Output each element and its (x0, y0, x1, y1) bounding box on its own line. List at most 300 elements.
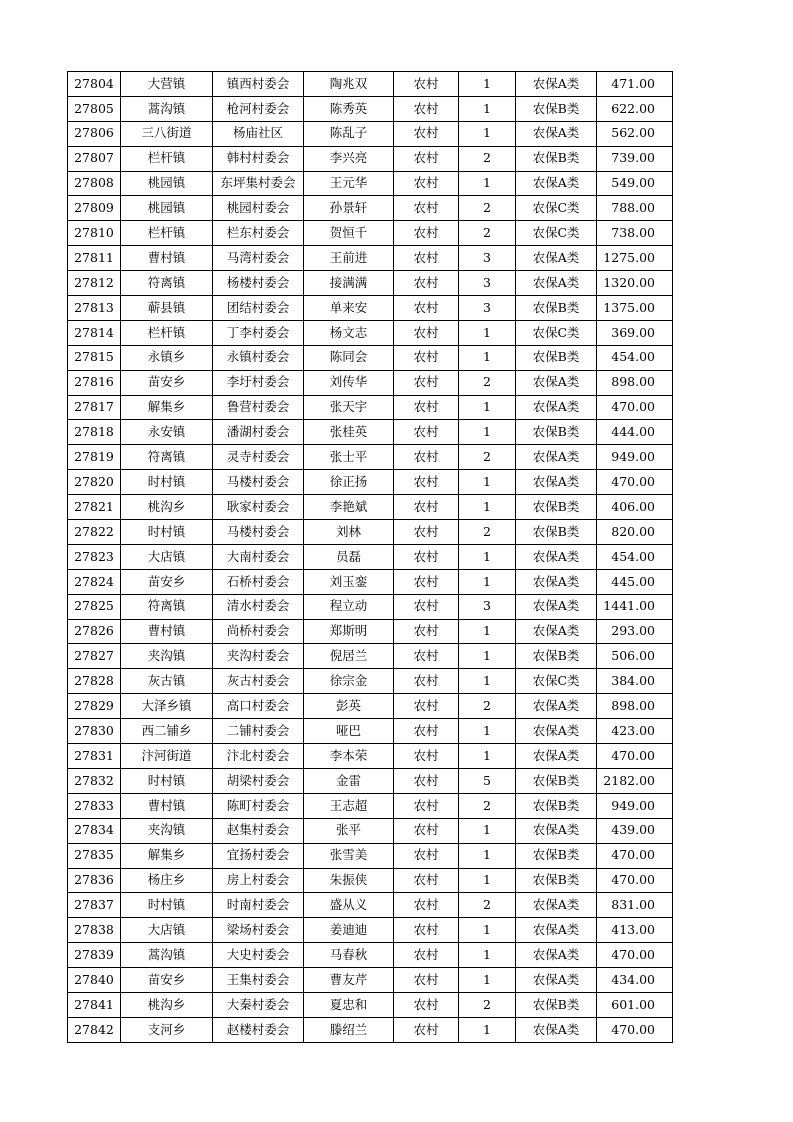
village-committee-cell: 大南村委会 (213, 544, 304, 569)
table-row (68, 370, 673, 395)
roster-table-body (68, 72, 673, 1043)
table-row (68, 246, 673, 271)
table-row (68, 694, 673, 719)
insurance-category-cell: 农保A类 (516, 893, 597, 918)
household-type-cell: 农村 (394, 992, 459, 1017)
amount-cell: 2182.00 (597, 768, 673, 793)
table-row (68, 96, 673, 121)
table-row (68, 719, 673, 744)
amount-cell: 471.00 (597, 72, 673, 97)
town-cell: 西二铺乡 (121, 719, 213, 744)
amount-cell: 470.00 (597, 843, 673, 868)
table-row (68, 146, 673, 171)
insurance-category-cell: 农保A类 (516, 1017, 597, 1042)
village-committee-cell: 大史村委会 (213, 943, 304, 968)
record-id-cell: 27820 (68, 470, 121, 495)
record-id-cell: 27825 (68, 594, 121, 619)
member-count-cell: 2 (459, 793, 516, 818)
record-id-cell: 27811 (68, 246, 121, 271)
insurance-category-cell: 农保A类 (516, 943, 597, 968)
amount-cell: 738.00 (597, 221, 673, 246)
table-row (68, 793, 673, 818)
insurance-category-cell: 农保A类 (516, 918, 597, 943)
amount-cell: 601.00 (597, 992, 673, 1017)
record-id-cell: 27828 (68, 669, 121, 694)
insurance-category-cell: 农保B类 (516, 296, 597, 321)
name-cell: 接满满 (304, 271, 394, 296)
household-type-cell: 农村 (394, 1017, 459, 1042)
village-committee-cell: 宜扬村委会 (213, 843, 304, 868)
town-cell: 符离镇 (121, 594, 213, 619)
insurance-category-cell: 农保C类 (516, 196, 597, 221)
member-count-cell: 3 (459, 271, 516, 296)
member-count-cell: 2 (459, 992, 516, 1017)
name-cell: 陶兆双 (304, 72, 394, 97)
table-row (68, 271, 673, 296)
member-count-cell: 2 (459, 221, 516, 246)
record-id-cell: 27824 (68, 569, 121, 594)
record-id-cell: 27817 (68, 395, 121, 420)
insurance-category-cell: 农保C类 (516, 221, 597, 246)
insurance-category-cell: 农保B类 (516, 345, 597, 370)
member-count-cell: 1 (459, 968, 516, 993)
member-count-cell: 2 (459, 445, 516, 470)
household-type-cell: 农村 (394, 968, 459, 993)
village-committee-cell: 镇西村委会 (213, 72, 304, 97)
table-row (68, 320, 673, 345)
household-type-cell: 农村 (394, 221, 459, 246)
amount-cell: 739.00 (597, 146, 673, 171)
amount-cell: 1441.00 (597, 594, 673, 619)
town-cell: 苗安乡 (121, 968, 213, 993)
household-type-cell: 农村 (394, 121, 459, 146)
record-id-cell: 27805 (68, 96, 121, 121)
name-cell: 金雷 (304, 768, 394, 793)
name-cell: 滕绍兰 (304, 1017, 394, 1042)
insurance-category-cell: 农保B类 (516, 495, 597, 520)
name-cell: 张雪美 (304, 843, 394, 868)
amount-cell: 470.00 (597, 868, 673, 893)
record-id-cell: 27823 (68, 544, 121, 569)
amount-cell: 831.00 (597, 893, 673, 918)
name-cell: 孙景轩 (304, 196, 394, 221)
household-type-cell: 农村 (394, 271, 459, 296)
amount-cell: 506.00 (597, 644, 673, 669)
insurance-category-cell: 农保A类 (516, 470, 597, 495)
insurance-category-cell: 农保A类 (516, 445, 597, 470)
table-row (68, 943, 673, 968)
member-count-cell: 1 (459, 569, 516, 594)
village-committee-cell: 李圩村委会 (213, 370, 304, 395)
member-count-cell: 1 (459, 121, 516, 146)
table-row (68, 893, 673, 918)
insurance-category-cell: 农保A类 (516, 619, 597, 644)
village-committee-cell: 赵楼村委会 (213, 1017, 304, 1042)
household-type-cell: 农村 (394, 893, 459, 918)
name-cell: 张士平 (304, 445, 394, 470)
record-id-cell: 27842 (68, 1017, 121, 1042)
name-cell: 徐宗金 (304, 669, 394, 694)
household-type-cell: 农村 (394, 520, 459, 545)
household-type-cell: 农村 (394, 171, 459, 196)
amount-cell: 406.00 (597, 495, 673, 520)
table-row (68, 544, 673, 569)
town-cell: 曹村镇 (121, 246, 213, 271)
member-count-cell: 1 (459, 171, 516, 196)
name-cell: 王志超 (304, 793, 394, 818)
record-id-cell: 27841 (68, 992, 121, 1017)
member-count-cell: 2 (459, 146, 516, 171)
name-cell: 王前进 (304, 246, 394, 271)
name-cell: 杨文志 (304, 320, 394, 345)
insurance-category-cell: 农保A类 (516, 271, 597, 296)
record-id-cell: 27837 (68, 893, 121, 918)
household-type-cell: 农村 (394, 793, 459, 818)
amount-cell: 1375.00 (597, 296, 673, 321)
household-type-cell: 农村 (394, 943, 459, 968)
town-cell: 蕲县镇 (121, 296, 213, 321)
town-cell: 夹沟镇 (121, 644, 213, 669)
town-cell: 栏杆镇 (121, 221, 213, 246)
member-count-cell: 1 (459, 644, 516, 669)
amount-cell: 949.00 (597, 445, 673, 470)
record-id-cell: 27807 (68, 146, 121, 171)
town-cell: 杨庄乡 (121, 868, 213, 893)
insurance-category-cell: 农保B类 (516, 843, 597, 868)
member-count-cell: 3 (459, 296, 516, 321)
village-committee-cell: 时南村委会 (213, 893, 304, 918)
household-type-cell: 农村 (394, 868, 459, 893)
town-cell: 桃沟乡 (121, 495, 213, 520)
town-cell: 时村镇 (121, 768, 213, 793)
amount-cell: 470.00 (597, 744, 673, 769)
household-type-cell: 农村 (394, 669, 459, 694)
name-cell: 马春秋 (304, 943, 394, 968)
table-row (68, 495, 673, 520)
name-cell: 哑巴 (304, 719, 394, 744)
village-committee-cell: 胡梁村委会 (213, 768, 304, 793)
household-type-cell: 农村 (394, 569, 459, 594)
town-cell: 曹村镇 (121, 793, 213, 818)
table-row (68, 669, 673, 694)
record-id-cell: 27822 (68, 520, 121, 545)
table-row (68, 594, 673, 619)
village-committee-cell: 灰古村委会 (213, 669, 304, 694)
town-cell: 大泽乡镇 (121, 694, 213, 719)
member-count-cell: 3 (459, 594, 516, 619)
amount-cell: 820.00 (597, 520, 673, 545)
insurance-category-cell: 农保A类 (516, 171, 597, 196)
village-committee-cell: 杨庙社区 (213, 121, 304, 146)
town-cell: 三八街道 (121, 121, 213, 146)
amount-cell: 423.00 (597, 719, 673, 744)
insurance-category-cell: 农保A类 (516, 395, 597, 420)
insurance-category-cell: 农保A类 (516, 719, 597, 744)
household-type-cell: 农村 (394, 495, 459, 520)
household-type-cell: 农村 (394, 370, 459, 395)
household-type-cell: 农村 (394, 246, 459, 271)
village-committee-cell: 灵寺村委会 (213, 445, 304, 470)
village-committee-cell: 永镇村委会 (213, 345, 304, 370)
village-committee-cell: 王集村委会 (213, 968, 304, 993)
table-row (68, 918, 673, 943)
table-row (68, 843, 673, 868)
record-id-cell: 27815 (68, 345, 121, 370)
insurance-category-cell: 农保B类 (516, 868, 597, 893)
village-committee-cell: 马楼村委会 (213, 470, 304, 495)
record-id-cell: 27808 (68, 171, 121, 196)
name-cell: 贺恒千 (304, 221, 394, 246)
member-count-cell: 1 (459, 918, 516, 943)
town-cell: 夹沟镇 (121, 818, 213, 843)
name-cell: 王元华 (304, 171, 394, 196)
village-committee-cell: 汴北村委会 (213, 744, 304, 769)
town-cell: 时村镇 (121, 520, 213, 545)
village-committee-cell: 夹沟村委会 (213, 644, 304, 669)
member-count-cell: 1 (459, 495, 516, 520)
name-cell: 陈同会 (304, 345, 394, 370)
member-count-cell: 1 (459, 96, 516, 121)
table-row (68, 420, 673, 445)
amount-cell: 622.00 (597, 96, 673, 121)
amount-cell: 470.00 (597, 1017, 673, 1042)
table-row (68, 818, 673, 843)
table-row (68, 121, 673, 146)
amount-cell: 293.00 (597, 619, 673, 644)
town-cell: 大营镇 (121, 72, 213, 97)
village-committee-cell: 鲁营村委会 (213, 395, 304, 420)
name-cell: 刘传华 (304, 370, 394, 395)
household-type-cell: 农村 (394, 619, 459, 644)
amount-cell: 454.00 (597, 544, 673, 569)
household-type-cell: 农村 (394, 594, 459, 619)
town-cell: 苗安乡 (121, 569, 213, 594)
village-committee-cell: 栏东村委会 (213, 221, 304, 246)
amount-cell: 470.00 (597, 395, 673, 420)
household-type-cell: 农村 (394, 818, 459, 843)
name-cell: 夏忠和 (304, 992, 394, 1017)
insurance-category-cell: 农保A类 (516, 121, 597, 146)
village-committee-cell: 石桥村委会 (213, 569, 304, 594)
insurance-category-cell: 农保B类 (516, 520, 597, 545)
insurance-category-cell: 农保B类 (516, 644, 597, 669)
name-cell: 张桂英 (304, 420, 394, 445)
record-id-cell: 27833 (68, 793, 121, 818)
member-count-cell: 2 (459, 520, 516, 545)
town-cell: 符离镇 (121, 271, 213, 296)
name-cell: 姜迪迪 (304, 918, 394, 943)
amount-cell: 1320.00 (597, 271, 673, 296)
town-cell: 曹村镇 (121, 619, 213, 644)
town-cell: 蒿沟镇 (121, 943, 213, 968)
member-count-cell: 1 (459, 320, 516, 345)
amount-cell: 788.00 (597, 196, 673, 221)
record-id-cell: 27810 (68, 221, 121, 246)
record-id-cell: 27838 (68, 918, 121, 943)
record-id-cell: 27814 (68, 320, 121, 345)
household-type-cell: 农村 (394, 420, 459, 445)
record-id-cell: 27832 (68, 768, 121, 793)
member-count-cell: 1 (459, 943, 516, 968)
household-type-cell: 农村 (394, 320, 459, 345)
member-count-cell: 1 (459, 345, 516, 370)
town-cell: 桃沟乡 (121, 992, 213, 1017)
amount-cell: 439.00 (597, 818, 673, 843)
insurance-category-cell: 农保A类 (516, 968, 597, 993)
household-type-cell: 农村 (394, 146, 459, 171)
amount-cell: 445.00 (597, 569, 673, 594)
record-id-cell: 27809 (68, 196, 121, 221)
village-committee-cell: 潘湖村委会 (213, 420, 304, 445)
town-cell: 解集乡 (121, 843, 213, 868)
village-committee-cell: 枪河村委会 (213, 96, 304, 121)
household-type-cell: 农村 (394, 196, 459, 221)
record-id-cell: 27821 (68, 495, 121, 520)
table-row (68, 296, 673, 321)
town-cell: 支河乡 (121, 1017, 213, 1042)
insurance-category-cell: 农保B类 (516, 420, 597, 445)
household-type-cell: 农村 (394, 744, 459, 769)
member-count-cell: 3 (459, 246, 516, 271)
town-cell: 时村镇 (121, 893, 213, 918)
town-cell: 大店镇 (121, 544, 213, 569)
village-committee-cell: 大秦村委会 (213, 992, 304, 1017)
name-cell: 单来安 (304, 296, 394, 321)
household-type-cell: 农村 (394, 719, 459, 744)
insurance-category-cell: 农保B类 (516, 146, 597, 171)
member-count-cell: 1 (459, 719, 516, 744)
record-id-cell: 27818 (68, 420, 121, 445)
household-type-cell: 农村 (394, 843, 459, 868)
name-cell: 彭英 (304, 694, 394, 719)
town-cell: 灰古镇 (121, 669, 213, 694)
member-count-cell: 1 (459, 420, 516, 445)
amount-cell: 898.00 (597, 370, 673, 395)
name-cell: 刘玉銮 (304, 569, 394, 594)
household-type-cell: 农村 (394, 470, 459, 495)
insurance-category-cell: 农保A类 (516, 744, 597, 769)
village-committee-cell: 东坪集村委会 (213, 171, 304, 196)
member-count-cell: 1 (459, 395, 516, 420)
village-committee-cell: 尚桥村委会 (213, 619, 304, 644)
insurance-category-cell: 农保A类 (516, 694, 597, 719)
town-cell: 时村镇 (121, 470, 213, 495)
amount-cell: 434.00 (597, 968, 673, 993)
village-committee-cell: 韩村村委会 (213, 146, 304, 171)
insurance-category-cell: 农保B类 (516, 793, 597, 818)
member-count-cell: 2 (459, 694, 516, 719)
insurance-category-cell: 农保A类 (516, 818, 597, 843)
name-cell: 刘林 (304, 520, 394, 545)
village-committee-cell: 高口村委会 (213, 694, 304, 719)
table-row (68, 644, 673, 669)
amount-cell: 384.00 (597, 669, 673, 694)
name-cell: 徐正扬 (304, 470, 394, 495)
amount-cell: 470.00 (597, 943, 673, 968)
amount-cell: 369.00 (597, 320, 673, 345)
record-id-cell: 27831 (68, 744, 121, 769)
village-committee-cell: 赵集村委会 (213, 818, 304, 843)
table-row (68, 569, 673, 594)
village-committee-cell: 马湾村委会 (213, 246, 304, 271)
town-cell: 永安镇 (121, 420, 213, 445)
insurance-category-cell: 农保B类 (516, 768, 597, 793)
member-count-cell: 1 (459, 818, 516, 843)
village-committee-cell: 二铺村委会 (213, 719, 304, 744)
insurance-category-cell: 农保B类 (516, 992, 597, 1017)
name-cell: 李兴亮 (304, 146, 394, 171)
household-type-cell: 农村 (394, 72, 459, 97)
table-row (68, 221, 673, 246)
village-committee-cell: 清水村委会 (213, 594, 304, 619)
record-id-cell: 27819 (68, 445, 121, 470)
name-cell: 陈秀英 (304, 96, 394, 121)
record-id-cell: 27812 (68, 271, 121, 296)
table-row (68, 1017, 673, 1042)
table-row (68, 345, 673, 370)
member-count-cell: 1 (459, 619, 516, 644)
insurance-category-cell: 农保A类 (516, 594, 597, 619)
household-type-cell: 农村 (394, 918, 459, 943)
town-cell: 桃园镇 (121, 196, 213, 221)
town-cell: 大店镇 (121, 918, 213, 943)
village-committee-cell: 桃园村委会 (213, 196, 304, 221)
household-type-cell: 农村 (394, 768, 459, 793)
insurance-category-cell: 农保A类 (516, 569, 597, 594)
village-committee-cell: 马楼村委会 (213, 520, 304, 545)
name-cell: 李本荣 (304, 744, 394, 769)
town-cell: 蒿沟镇 (121, 96, 213, 121)
table-row (68, 744, 673, 769)
name-cell: 员磊 (304, 544, 394, 569)
insurance-category-cell: 农保A类 (516, 370, 597, 395)
record-id-cell: 27826 (68, 619, 121, 644)
table-row (68, 992, 673, 1017)
table-row (68, 868, 673, 893)
record-id-cell: 27839 (68, 943, 121, 968)
member-count-cell: 2 (459, 370, 516, 395)
amount-cell: 1275.00 (597, 246, 673, 271)
household-type-cell: 农村 (394, 96, 459, 121)
amount-cell: 413.00 (597, 918, 673, 943)
table-row (68, 395, 673, 420)
name-cell: 李艳斌 (304, 495, 394, 520)
village-committee-cell: 房上村委会 (213, 868, 304, 893)
household-type-cell: 农村 (394, 296, 459, 321)
town-cell: 栏杆镇 (121, 146, 213, 171)
member-count-cell: 1 (459, 1017, 516, 1042)
town-cell: 桃园镇 (121, 171, 213, 196)
name-cell: 朱振侠 (304, 868, 394, 893)
record-id-cell: 27829 (68, 694, 121, 719)
record-id-cell: 27830 (68, 719, 121, 744)
town-cell: 解集乡 (121, 395, 213, 420)
table-row (68, 171, 673, 196)
record-id-cell: 27813 (68, 296, 121, 321)
member-count-cell: 1 (459, 470, 516, 495)
household-type-cell: 农村 (394, 644, 459, 669)
name-cell: 程立动 (304, 594, 394, 619)
household-type-cell: 农村 (394, 395, 459, 420)
member-count-cell: 1 (459, 72, 516, 97)
household-type-cell: 农村 (394, 345, 459, 370)
amount-cell: 898.00 (597, 694, 673, 719)
name-cell: 陈乱子 (304, 121, 394, 146)
member-count-cell: 2 (459, 893, 516, 918)
name-cell: 曹友芹 (304, 968, 394, 993)
village-committee-cell: 耿家村委会 (213, 495, 304, 520)
insurance-category-cell: 农保A类 (516, 72, 597, 97)
